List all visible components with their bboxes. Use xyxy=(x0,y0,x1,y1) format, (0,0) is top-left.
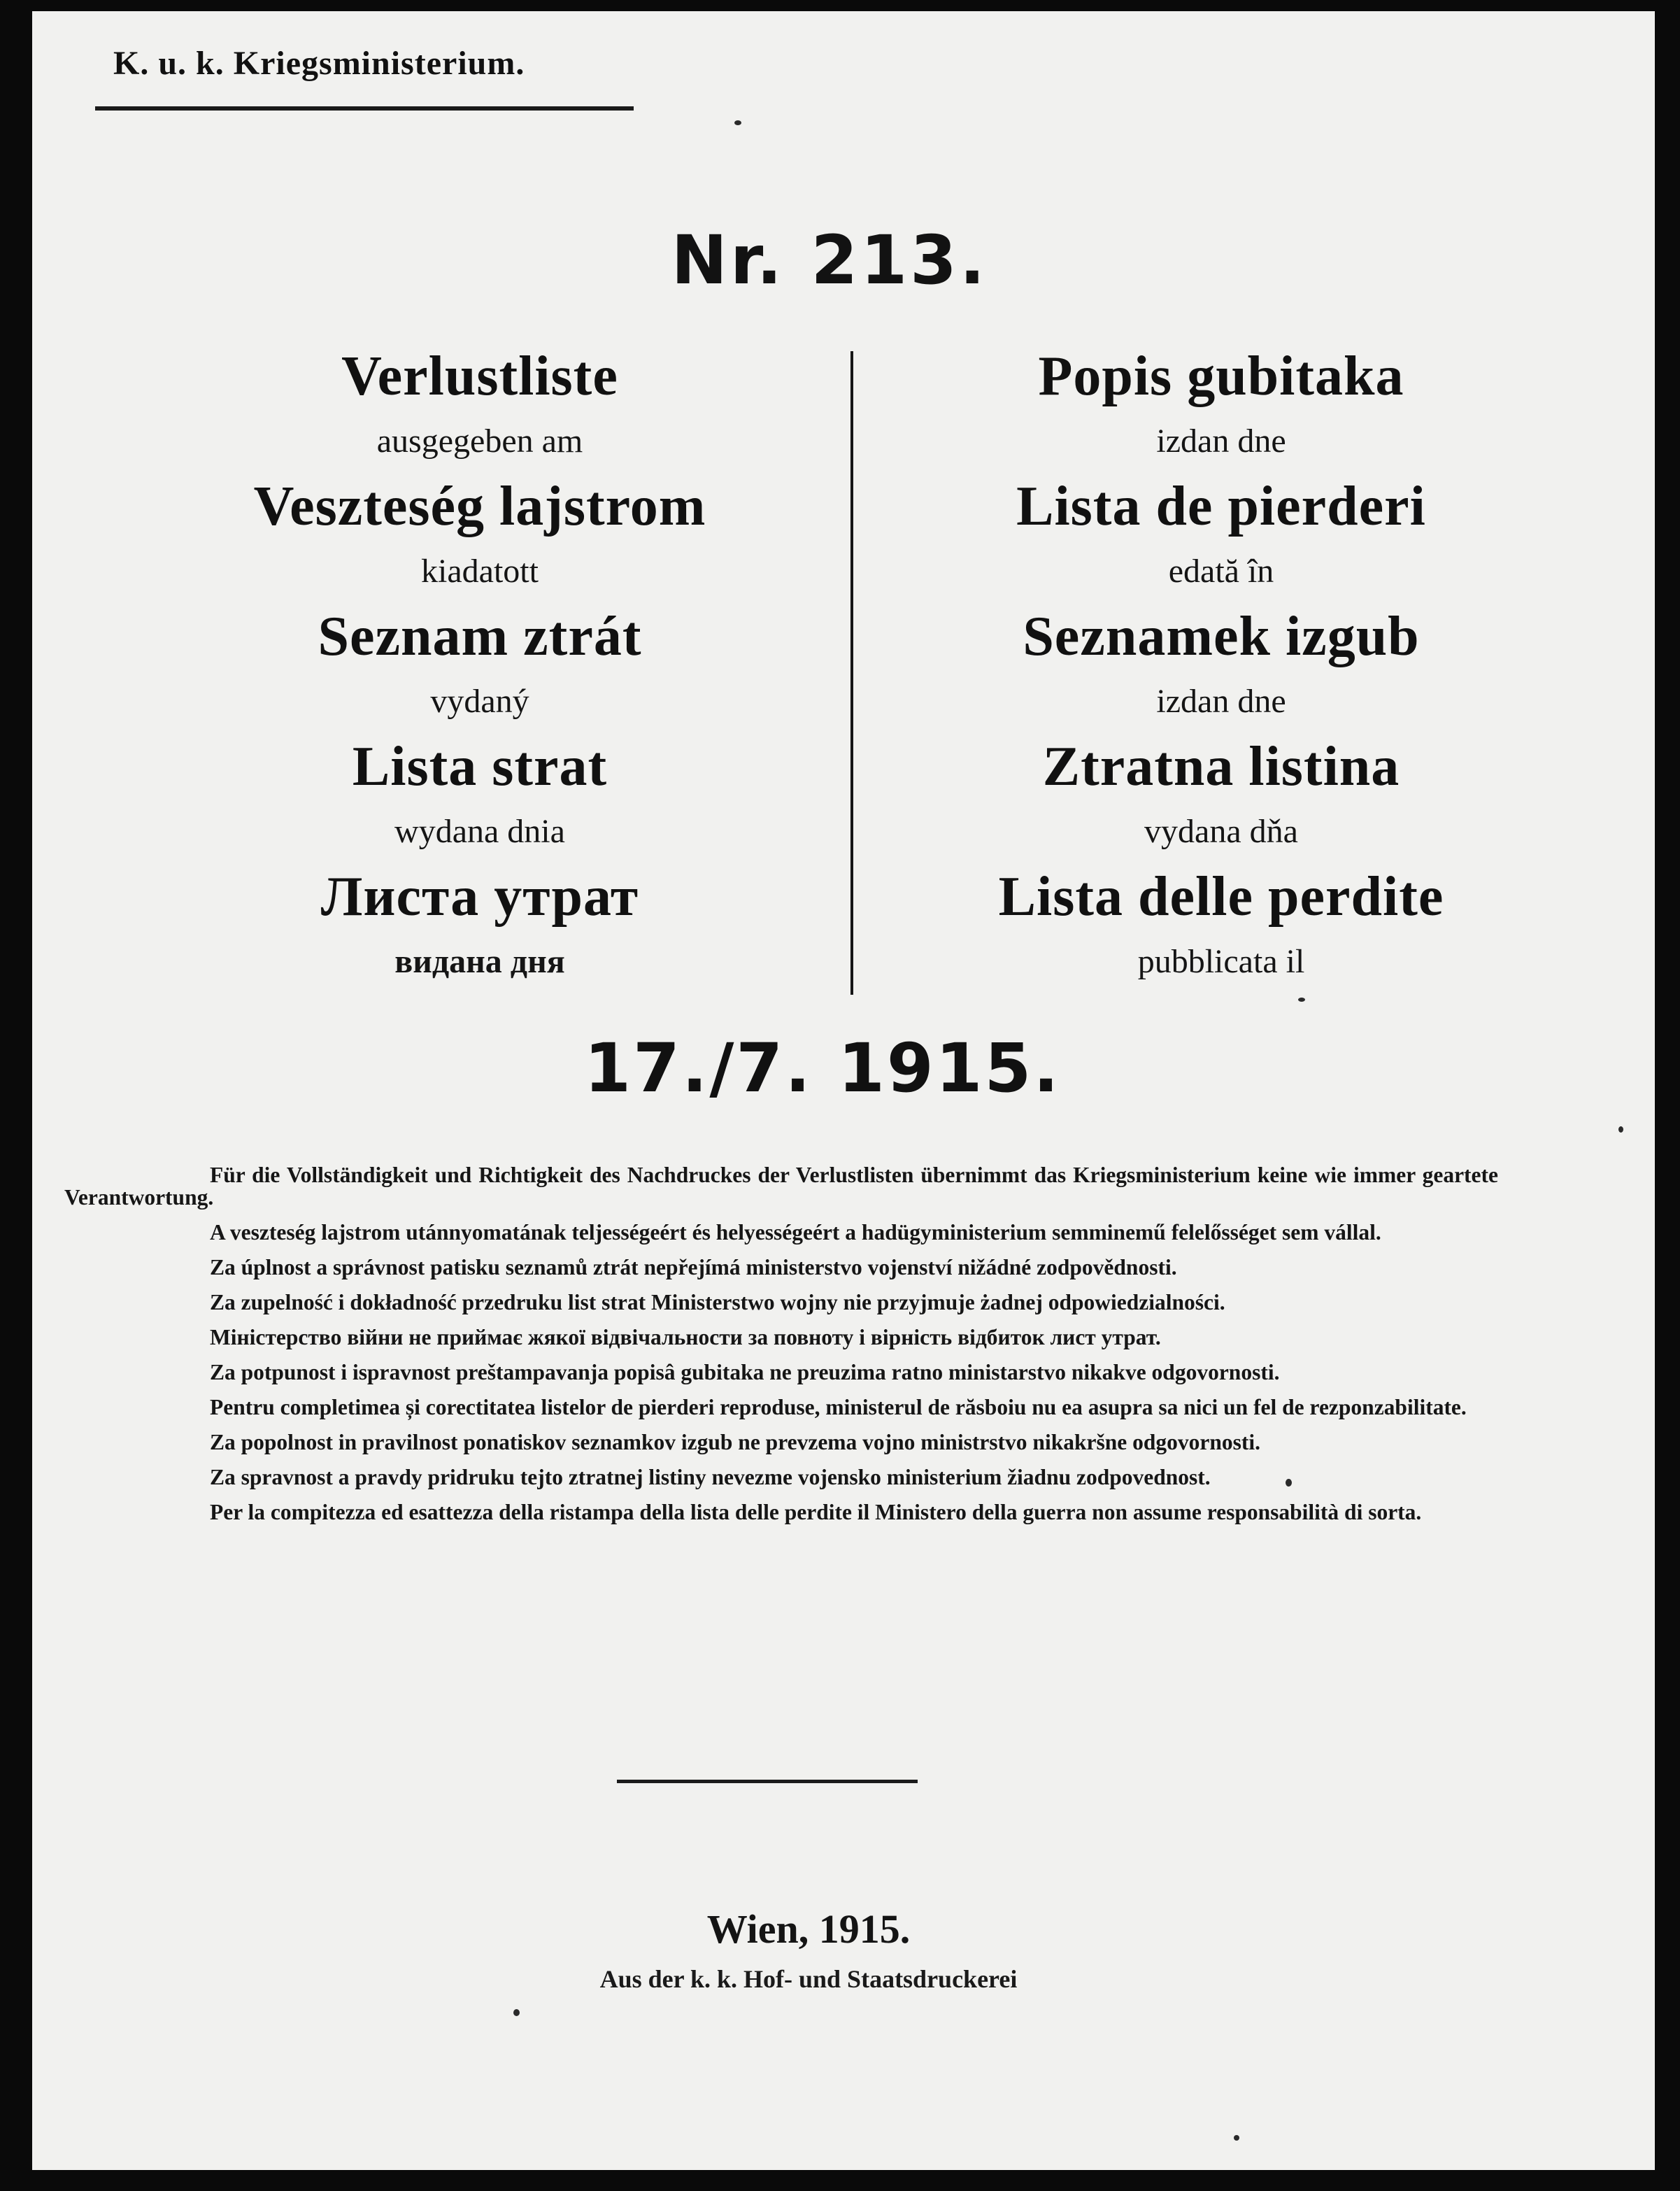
disclaimer-czech: Za úplnost a správnost patisku seznamů ztrát nepřejímá ministerstvo vojenství nižádné zodpovědnosti. xyxy=(210,1255,1177,1279)
disclaimer-italian: Per la compitezza ed esattezza della ristampa della lista delle perdite il Ministero della guerra non assume responsabilità di sorta. xyxy=(210,1500,1422,1524)
disclaimer-list xyxy=(64,1164,1498,1536)
disclaimer-hungarian: A veszteség lajstrom utánnyomatának teljességeért és helyességeért a hadügyministerium semminemű felelősséget sem vállal. xyxy=(210,1220,1381,1245)
disclaimer-romanian: Pentru completimea și corectitatea listelor de pierderi reproduse, ministerul de răsboiu nu ea asupra sa nici un fel de rezponzabilitate. xyxy=(210,1395,1467,1419)
disclaimer-polish: Za zupelność i dokładność przedruku list strat Ministerstwo wojny nie przyjmuje żadnej odpowiedzialności. xyxy=(210,1290,1225,1314)
print-speck xyxy=(734,120,741,125)
title-german: Verlustliste xyxy=(341,346,618,407)
title-czech: Seznam ztrát xyxy=(318,606,642,667)
document-page xyxy=(32,11,1655,2170)
subtitle-romanian: edată în xyxy=(1168,553,1274,590)
title-block xyxy=(130,340,1571,998)
title-hungarian: Veszteség lajstrom xyxy=(253,476,706,537)
subtitle-ukrainian: видана дня xyxy=(394,943,565,980)
subtitle-croatian: izdan dne xyxy=(1156,423,1286,460)
title-italian: Lista delle perdite xyxy=(998,866,1444,928)
title-croatian: Popis gubitaka xyxy=(1038,346,1404,407)
subtitle-italian: pubblicata il xyxy=(1137,943,1305,980)
print-speck xyxy=(1234,2135,1239,2141)
disclaimer-slovene: Za popolnost in pravilnost ponatiskov seznamkov izgub ne prevzema vojno ministrstvo nikakršne odgovornosti. xyxy=(210,1430,1260,1454)
title-column-left xyxy=(130,340,830,991)
separator-rule xyxy=(617,1780,918,1783)
disclaimer-german: Für die Vollständigkeit und Richtigkeit des Nachdruckes der Verlustlisten übernimmt das Kriegsministerium keine wie immer geartete Verantwortung. xyxy=(64,1163,1498,1210)
print-speck xyxy=(513,2009,520,2016)
title-slovene: Seznamek izgub xyxy=(1023,606,1420,667)
subtitle-polish: wydana dnia xyxy=(394,813,565,850)
subtitle-slovene: izdan dne xyxy=(1156,683,1286,720)
print-speck xyxy=(1286,1479,1292,1487)
subtitle-czech: vydaný xyxy=(430,683,529,720)
issue-number: Nr. 213. xyxy=(671,221,988,299)
title-slovak: Ztratna listina xyxy=(1042,736,1400,797)
disclaimer-croatian: Za potpunost i ispravnost preštampavanja popisâ gubitaka ne preuzima ratno ministarstvo nikakve odgovornosti. xyxy=(210,1360,1280,1384)
imprint-city: Wien, 1915. xyxy=(706,1906,911,1952)
title-romanian: Lista de pierderi xyxy=(1016,476,1426,537)
title-ukrainian: Листа утрат xyxy=(320,866,639,928)
title-column-right xyxy=(871,340,1571,991)
issue-date: 17./7. 1915. xyxy=(584,1029,1061,1107)
column-divider xyxy=(850,351,853,995)
disclaimer-ukrainian: Міністерство війни не приймає жякої відвічальности за повноту і вірність відбиток лист утрат. xyxy=(210,1325,1161,1349)
subtitle-slovak: vydana dňa xyxy=(1144,813,1298,850)
imprint-printer: Aus der k. k. Hof- und Staatsdruckerei xyxy=(599,1965,1018,1993)
subtitle-german: ausgegeben am xyxy=(376,423,583,460)
subtitle-hungarian: kiadatott xyxy=(421,553,539,590)
print-speck xyxy=(1618,1126,1623,1133)
ministry-header: K. u. k. Kriegsministerium. xyxy=(95,42,634,111)
print-speck xyxy=(1298,998,1305,1002)
disclaimer-slovak: Za spravnost a pravdy pridruku tejto ztratnej listiny nevezme vojensko ministerium žiadnu zodpovednost. xyxy=(210,1465,1211,1489)
title-polish: Lista strat xyxy=(352,736,608,797)
